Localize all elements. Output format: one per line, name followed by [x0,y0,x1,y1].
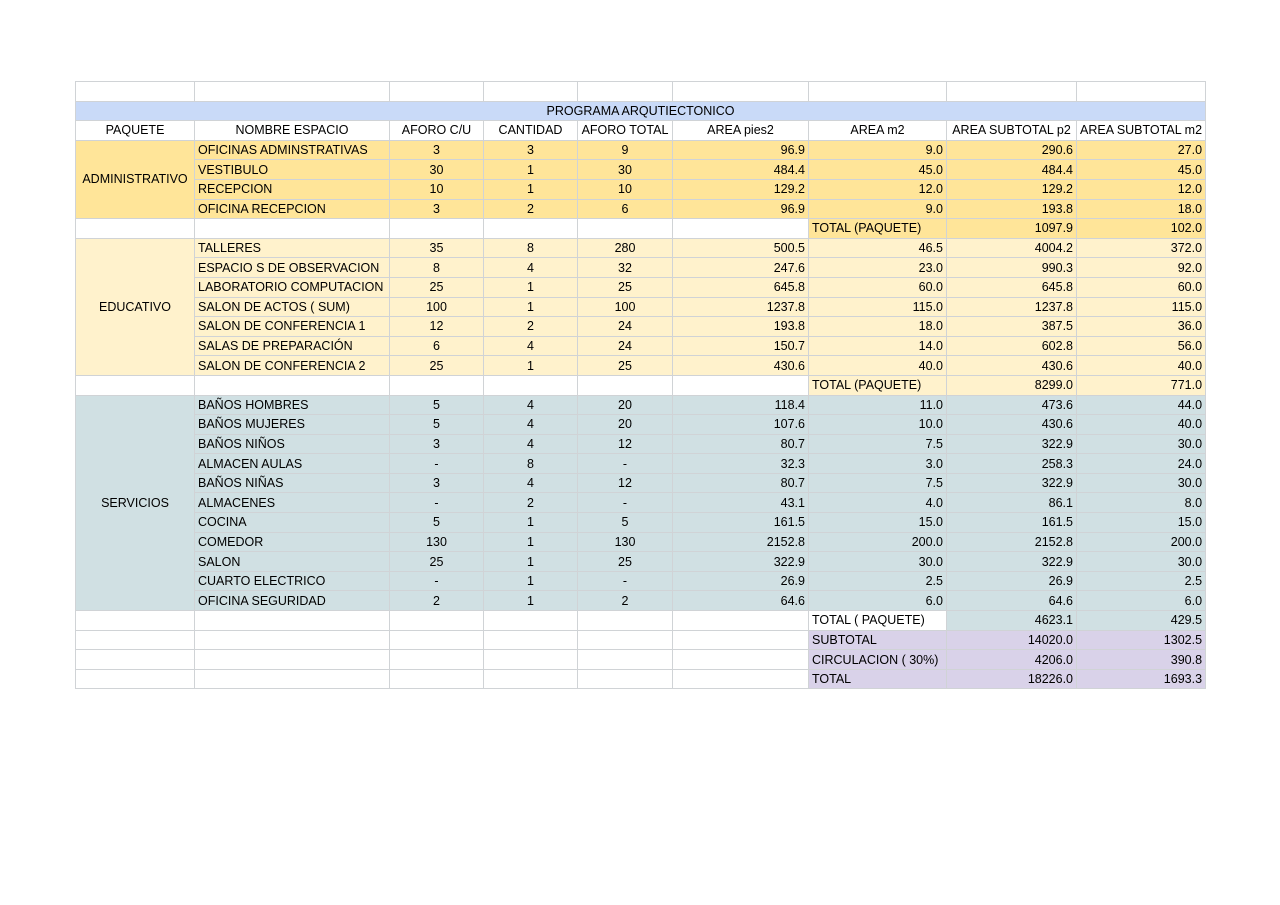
package-total-label[interactable]: TOTAL (PAQUETE) [809,375,947,395]
value-cell[interactable]: 60.0 [1077,277,1206,297]
value-cell[interactable]: 5 [390,513,484,533]
space-name[interactable]: ESPACIO S DE OBSERVACION [195,258,390,278]
value-cell[interactable]: 6 [578,199,673,219]
value-cell[interactable]: 990.3 [947,258,1077,278]
summary-p2[interactable]: 14020.0 [947,630,1077,650]
value-cell[interactable]: 4.0 [809,493,947,513]
value-cell[interactable]: 30.0 [1077,434,1206,454]
value-cell[interactable]: 1 [484,532,578,552]
value-cell[interactable]: 10 [578,179,673,199]
value-cell[interactable]: 2 [484,493,578,513]
space-name[interactable]: VESTIBULO [195,160,390,180]
empty-cell[interactable] [76,669,195,689]
value-cell[interactable]: 258.3 [947,454,1077,474]
value-cell[interactable]: 7.5 [809,473,947,493]
empty-cell[interactable] [484,375,578,395]
summary-row [76,630,1206,650]
summary-label[interactable]: TOTAL [809,669,947,689]
value-cell[interactable]: 387.5 [947,317,1077,337]
table-row [76,297,1206,317]
package-total-m2[interactable]: 102.0 [1077,219,1206,239]
value-cell[interactable]: 2.5 [809,571,947,591]
value-cell[interactable]: 193.8 [947,199,1077,219]
value-cell[interactable]: 100 [578,297,673,317]
table-row [76,199,1206,219]
space-name[interactable]: LABORATORIO COMPUTACION [195,277,390,297]
value-cell[interactable]: 9.0 [809,199,947,219]
table-row [76,336,1206,356]
value-cell[interactable]: 161.5 [947,513,1077,533]
empty-cell[interactable] [673,669,809,689]
value-cell[interactable]: 1 [484,277,578,297]
value-cell[interactable]: 10 [390,179,484,199]
value-cell[interactable]: 430.6 [947,356,1077,376]
column-header[interactable]: AREA SUBTOTAL p2 [947,121,1077,141]
empty-cell[interactable] [76,611,195,631]
package-name[interactable]: EDUCATIVO [76,238,195,375]
space-name[interactable]: COCINA [195,513,390,533]
package-total-row [76,375,1206,395]
value-cell[interactable]: 2.5 [1077,571,1206,591]
empty-cell[interactable] [390,611,484,631]
value-cell[interactable]: 26.9 [947,571,1077,591]
value-cell[interactable]: 4 [484,258,578,278]
value-cell[interactable]: 56.0 [1077,336,1206,356]
table-row [76,532,1206,552]
column-header[interactable]: AREA pies2 [673,121,809,141]
value-cell[interactable]: 12.0 [809,179,947,199]
value-cell[interactable]: 45.0 [1077,160,1206,180]
value-cell[interactable]: 322.9 [947,434,1077,454]
package-total-row [76,611,1206,631]
table-row [76,317,1206,337]
value-cell[interactable]: 118.4 [673,395,809,415]
empty-cell[interactable] [390,375,484,395]
space-name[interactable]: SALON [195,552,390,572]
value-cell[interactable]: - [578,454,673,474]
value-cell[interactable]: 115.0 [809,297,947,317]
summary-row [76,650,1206,670]
package-total-p2[interactable]: 4623.1 [947,611,1077,631]
table-row [76,493,1206,513]
value-cell[interactable]: 3 [390,140,484,160]
value-cell[interactable]: 25 [390,356,484,376]
summary-m2[interactable]: 1302.5 [1077,630,1206,650]
package-total-m2[interactable]: 771.0 [1077,375,1206,395]
value-cell[interactable]: - [390,454,484,474]
value-cell[interactable]: 4 [484,415,578,435]
space-name[interactable]: ALMACENES [195,493,390,513]
empty-cell[interactable] [484,669,578,689]
value-cell[interactable]: 2 [484,199,578,219]
value-cell[interactable]: 322.9 [673,552,809,572]
empty-cell[interactable] [484,219,578,239]
value-cell[interactable]: 32.3 [673,454,809,474]
value-cell[interactable]: 8 [484,238,578,258]
value-cell[interactable]: - [390,571,484,591]
table-row [76,415,1206,435]
empty-cell[interactable] [947,82,1077,102]
empty-cell[interactable] [76,82,195,102]
value-cell[interactable]: 322.9 [947,552,1077,572]
table-title[interactable]: PROGRAMA ARQUTIECTONICO [76,101,1206,121]
summary-label[interactable]: SUBTOTAL [809,630,947,650]
value-cell[interactable]: 1237.8 [673,297,809,317]
space-name[interactable]: OFICINA RECEPCION [195,199,390,219]
value-cell[interactable]: 12 [578,434,673,454]
empty-cell[interactable] [578,650,673,670]
value-cell[interactable]: 1 [484,160,578,180]
value-cell[interactable]: 27.0 [1077,140,1206,160]
value-cell[interactable]: 7.5 [809,434,947,454]
summary-p2[interactable]: 4206.0 [947,650,1077,670]
value-cell[interactable]: 23.0 [809,258,947,278]
package-total-p2[interactable]: 1097.9 [947,219,1077,239]
value-cell[interactable]: 200.0 [809,532,947,552]
space-name[interactable]: SALON DE ACTOS ( SUM) [195,297,390,317]
value-cell[interactable]: 8.0 [1077,493,1206,513]
value-cell[interactable]: 1 [484,591,578,611]
value-cell[interactable]: 45.0 [809,160,947,180]
table-row [76,277,1206,297]
empty-cell[interactable] [809,82,947,102]
value-cell[interactable]: 1 [484,571,578,591]
value-cell[interactable]: 1 [484,297,578,317]
table-row [76,571,1206,591]
value-cell[interactable]: 64.6 [947,591,1077,611]
value-cell[interactable]: - [578,493,673,513]
table-body [76,82,1206,689]
value-cell[interactable]: 5 [390,395,484,415]
value-cell[interactable]: 9 [578,140,673,160]
title-row [76,101,1206,121]
program-table [75,81,1206,689]
empty-cell[interactable] [673,611,809,631]
empty-cell[interactable] [195,219,390,239]
space-name[interactable]: COMEDOR [195,532,390,552]
value-cell[interactable]: 15.0 [1077,513,1206,533]
empty-cell[interactable] [673,219,809,239]
value-cell[interactable]: 25 [390,552,484,572]
empty-cell[interactable] [195,669,390,689]
value-cell[interactable]: 5 [390,415,484,435]
value-cell[interactable]: 20 [578,415,673,435]
space-name[interactable]: SALAS DE PREPARACIÓN [195,336,390,356]
value-cell[interactable]: 12 [390,317,484,337]
value-cell[interactable]: 80.7 [673,434,809,454]
value-cell[interactable]: 25 [578,356,673,376]
value-cell[interactable]: 372.0 [1077,238,1206,258]
value-cell[interactable]: 92.0 [1077,258,1206,278]
value-cell[interactable]: 161.5 [673,513,809,533]
empty-cell[interactable] [390,219,484,239]
column-header[interactable]: AFORO TOTAL [578,121,673,141]
table-row [76,395,1206,415]
empty-cell[interactable] [578,82,673,102]
value-cell[interactable]: 4004.2 [947,238,1077,258]
value-cell[interactable]: 30 [390,160,484,180]
package-name[interactable]: ADMINISTRATIVO [76,140,195,218]
package-total-p2[interactable]: 8299.0 [947,375,1077,395]
value-cell[interactable]: 2 [390,591,484,611]
value-cell[interactable]: 25 [578,277,673,297]
value-cell[interactable]: 30.0 [1077,552,1206,572]
column-header[interactable]: AFORO C/U [390,121,484,141]
value-cell[interactable]: 602.8 [947,336,1077,356]
empty-cell[interactable] [195,630,390,650]
empty-cell[interactable] [76,375,195,395]
space-name[interactable]: BAÑOS NIÑAS [195,473,390,493]
value-cell[interactable]: 150.7 [673,336,809,356]
value-cell[interactable]: 40.0 [1077,356,1206,376]
column-header[interactable]: AREA m2 [809,121,947,141]
empty-cell[interactable] [390,650,484,670]
table-row [76,591,1206,611]
value-cell[interactable]: 280 [578,238,673,258]
empty-cell[interactable] [673,375,809,395]
table-row [76,238,1206,258]
empty-cell[interactable] [484,630,578,650]
value-cell[interactable]: 80.7 [673,473,809,493]
value-cell[interactable]: 322.9 [947,473,1077,493]
empty-cell[interactable] [76,630,195,650]
value-cell[interactable]: 46.5 [809,238,947,258]
space-name[interactable]: RECEPCION [195,179,390,199]
value-cell[interactable]: 3 [484,140,578,160]
value-cell[interactable]: 15.0 [809,513,947,533]
package-name[interactable]: SERVICIOS [76,395,195,611]
value-cell[interactable]: 25 [578,552,673,572]
value-cell[interactable]: - [578,571,673,591]
value-cell[interactable]: 11.0 [809,395,947,415]
value-cell[interactable]: 18.0 [1077,199,1206,219]
table-row [76,513,1206,533]
value-cell[interactable]: 484.4 [947,160,1077,180]
value-cell[interactable]: 3 [390,473,484,493]
value-cell[interactable]: 2 [484,317,578,337]
value-cell[interactable]: 2 [578,591,673,611]
value-cell[interactable]: 86.1 [947,493,1077,513]
package-total-m2[interactable]: 429.5 [1077,611,1206,631]
value-cell[interactable]: 25 [390,277,484,297]
value-cell[interactable]: 2152.8 [673,532,809,552]
column-header[interactable]: NOMBRE ESPACIO [195,121,390,141]
space-name[interactable]: SALON DE CONFERENCIA 2 [195,356,390,376]
column-header[interactable]: PAQUETE [76,121,195,141]
value-cell[interactable]: 10.0 [809,415,947,435]
empty-cell[interactable] [484,611,578,631]
empty-cell[interactable] [1077,82,1206,102]
value-cell[interactable]: 36.0 [1077,317,1206,337]
value-cell[interactable]: 484.4 [673,160,809,180]
value-cell[interactable]: 26.9 [673,571,809,591]
space-name[interactable]: BAÑOS MUJERES [195,415,390,435]
empty-cell[interactable] [195,611,390,631]
value-cell[interactable]: 9.0 [809,140,947,160]
table-row [76,454,1206,474]
value-cell[interactable]: 4 [484,336,578,356]
table-row [76,473,1206,493]
value-cell[interactable]: 30 [578,160,673,180]
value-cell[interactable]: 14.0 [809,336,947,356]
value-cell[interactable]: 24 [578,317,673,337]
value-cell[interactable]: 130 [390,532,484,552]
value-cell[interactable]: 1 [484,356,578,376]
space-name[interactable]: SALON DE CONFERENCIA 1 [195,317,390,337]
value-cell[interactable]: 43.1 [673,493,809,513]
summary-p2[interactable]: 18226.0 [947,669,1077,689]
value-cell[interactable]: 30.0 [1077,473,1206,493]
summary-row [76,669,1206,689]
value-cell[interactable]: 35 [390,238,484,258]
value-cell[interactable]: 6 [390,336,484,356]
value-cell[interactable]: 18.0 [809,317,947,337]
value-cell[interactable]: 107.6 [673,415,809,435]
value-cell[interactable]: 30.0 [809,552,947,572]
summary-m2[interactable]: 1693.3 [1077,669,1206,689]
package-total-label[interactable]: TOTAL ( PAQUETE) [809,611,947,631]
value-cell[interactable]: 8 [484,454,578,474]
value-cell[interactable]: 8 [390,258,484,278]
space-name[interactable]: BAÑOS NIÑOS [195,434,390,454]
value-cell[interactable]: 96.9 [673,140,809,160]
value-cell[interactable]: 12 [578,473,673,493]
value-cell[interactable]: 2152.8 [947,532,1077,552]
package-total-label[interactable]: TOTAL (PAQUETE) [809,219,947,239]
empty-cell[interactable] [578,375,673,395]
empty-cell[interactable] [673,82,809,102]
value-cell[interactable]: 32 [578,258,673,278]
table-row [76,552,1206,572]
blank-row [76,82,1206,102]
empty-cell[interactable] [673,630,809,650]
value-cell[interactable]: 5 [578,513,673,533]
empty-cell[interactable] [673,650,809,670]
package-total-row [76,219,1206,239]
value-cell[interactable]: 473.6 [947,395,1077,415]
empty-cell[interactable] [578,669,673,689]
value-cell[interactable]: 645.8 [947,277,1077,297]
value-cell[interactable]: 130 [578,532,673,552]
value-cell[interactable]: 12.0 [1077,179,1206,199]
header-row [76,121,1206,141]
column-header[interactable]: CANTIDAD [484,121,578,141]
value-cell[interactable]: 1 [484,552,578,572]
empty-cell[interactable] [484,650,578,670]
value-cell[interactable]: 6.0 [1077,591,1206,611]
value-cell[interactable]: 645.8 [673,277,809,297]
value-cell[interactable]: 96.9 [673,199,809,219]
space-name[interactable]: BAÑOS HOMBRES [195,395,390,415]
value-cell[interactable]: 1237.8 [947,297,1077,317]
empty-cell[interactable] [76,650,195,670]
value-cell[interactable]: 4 [484,434,578,454]
value-cell[interactable]: 100 [390,297,484,317]
value-cell[interactable]: 24.0 [1077,454,1206,474]
value-cell[interactable]: - [390,493,484,513]
value-cell[interactable]: 193.8 [673,317,809,337]
space-name[interactable]: TALLERES [195,238,390,258]
empty-cell[interactable] [76,219,195,239]
value-cell[interactable]: 115.0 [1077,297,1206,317]
table-row [76,179,1206,199]
empty-cell[interactable] [484,82,578,102]
value-cell[interactable]: 247.6 [673,258,809,278]
value-cell[interactable]: 24 [578,336,673,356]
value-cell[interactable]: 1 [484,179,578,199]
value-cell[interactable]: 430.6 [947,415,1077,435]
empty-cell[interactable] [578,611,673,631]
value-cell[interactable]: 1 [484,513,578,533]
value-cell[interactable]: 129.2 [947,179,1077,199]
table-row [76,356,1206,376]
value-cell[interactable]: 64.6 [673,591,809,611]
value-cell[interactable]: 430.6 [673,356,809,376]
empty-cell[interactable] [578,630,673,650]
empty-cell[interactable] [578,219,673,239]
space-name[interactable]: OFICINAS ADMINSTRATIVAS [195,140,390,160]
value-cell[interactable]: 4 [484,473,578,493]
table-row [76,140,1206,160]
value-cell[interactable]: 40.0 [809,356,947,376]
table-row [76,160,1206,180]
empty-cell[interactable] [390,669,484,689]
empty-cell[interactable] [195,650,390,670]
value-cell[interactable]: 44.0 [1077,395,1206,415]
value-cell[interactable]: 60.0 [809,277,947,297]
value-cell[interactable]: 200.0 [1077,532,1206,552]
value-cell[interactable]: 129.2 [673,179,809,199]
empty-cell[interactable] [195,375,390,395]
value-cell[interactable]: 500.5 [673,238,809,258]
summary-m2[interactable]: 390.8 [1077,650,1206,670]
empty-cell[interactable] [195,82,390,102]
empty-cell[interactable] [390,82,484,102]
value-cell[interactable]: 290.6 [947,140,1077,160]
space-name[interactable]: ALMACEN AULAS [195,454,390,474]
value-cell[interactable]: 3.0 [809,454,947,474]
value-cell[interactable]: 4 [484,395,578,415]
value-cell[interactable]: 3 [390,199,484,219]
value-cell[interactable]: 40.0 [1077,415,1206,435]
summary-label[interactable]: CIRCULACION ( 30%) [809,650,947,670]
space-name[interactable]: CUARTO ELECTRICO [195,571,390,591]
column-header[interactable]: AREA SUBTOTAL m2 [1077,121,1206,141]
value-cell[interactable]: 20 [578,395,673,415]
table-row [76,258,1206,278]
space-name[interactable]: OFICINA SEGURIDAD [195,591,390,611]
value-cell[interactable]: 3 [390,434,484,454]
empty-cell[interactable] [390,630,484,650]
value-cell[interactable]: 6.0 [809,591,947,611]
table-row [76,434,1206,454]
